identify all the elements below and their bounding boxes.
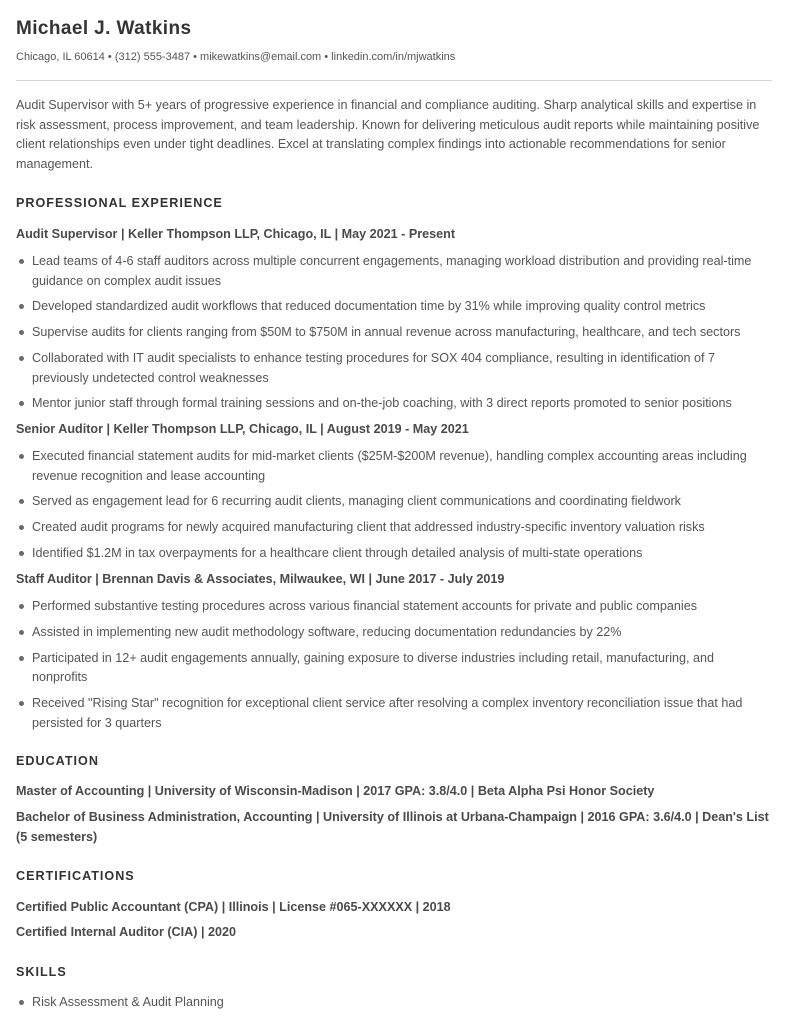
list-item [16,623,772,643]
bullet-text: Assisted in implementing new audit methodology software, reducing documentation redundancies by 22% [32,624,622,639]
list-item [16,544,772,564]
job-title-audit-supervisor: Audit Supervisor | Keller Thompson LLP, Chicago, IL | May 2021 - Present [16,227,456,241]
list-item [16,252,772,291]
certification-item: Certified Internal Auditor (CIA) | 2020 [16,925,236,939]
bullet-icon [19,356,24,361]
job-title-staff-auditor: Staff Auditor | Brennan Davis & Associates, Milwaukee, WI | June 2017 - July 2019 [16,572,505,586]
list-item [16,297,772,317]
list-item [16,323,772,343]
bullet-icon [19,1000,24,1005]
list-item [16,694,772,733]
education-item: Master of Accounting | University of Wisconsin-Madison | 2017 GPA: 3.8/4.0 | Beta Alpha Psi Honor Society [16,784,655,798]
bullet-text: Developed standardized audit workflows that reduced documentation time by 31% while improving quality control metrics [32,299,706,314]
experience-heading: PROFESSIONAL EXPERIENCE [16,196,223,210]
education-item: Bachelor of Business Administration, Accounting | University of Illinois at Urbana-Champaign | 2016 GPA: 3.6/4.0 | Dean's List (5 semesters) [16,810,769,844]
bullet-icon [19,304,24,309]
bullet-text: Executed financial statement audits for mid-market clients ($25M-$200M revenue), handling complex accounting areas including revenue recognition and lease accounting [32,449,747,483]
education-heading: EDUCATION [16,754,99,768]
bullet-text: Performed substantive testing procedures across various financial statement accounts for private and public companies [32,599,698,613]
bullet-icon [19,604,24,609]
candidate-name: Michael J. Watkins [16,18,192,39]
bullet-text: Identified $1.2M in tax overpayments for a healthcare client through detailed analysis of multi-state operations [32,545,643,560]
bullet-icon [19,259,24,264]
list-item [16,349,772,388]
bullet-icon [19,330,24,335]
list-item [16,518,772,538]
bullet-text: Collaborated with IT audit specialists to enhance testing procedures for SOX 404 compliance, resulting in identification of 7 previously undetected control weaknesses [32,350,716,385]
job-bullets-staff-auditor [16,597,772,739]
bullet-icon [19,525,24,530]
list-item [16,394,772,414]
skills-list [16,993,772,1019]
certification-item: Certified Public Accountant (CPA) | Illinois | License #065-XXXXXX | 2018 [16,900,451,914]
bullet-icon [19,499,24,504]
bullet-icon [19,630,24,635]
job-title-senior-auditor: Senior Auditor | Keller Thompson LLP, Chicago, IL | August 2019 - May 2021 [16,422,469,436]
bullet-text: Participated in 12+ audit engagements annually, gaining exposure to diverse industries including retail, manufacturing, and nonprofits [32,650,715,685]
list-item [16,492,772,512]
contact-line: Chicago, IL 60614 • (312) 555-3487 • mikewatkins@email.com • linkedin.com/in/mjwatkins [16,51,456,63]
list-item [16,993,772,1013]
bullet-icon [19,401,24,406]
skill-text: Risk Assessment & Audit Planning [32,995,224,1009]
skills-heading: SKILLS [16,965,67,979]
bullet-text: Created audit programs for newly acquired manufacturing client that addressed industry-specific inventory valuation risks [32,520,705,535]
bullet-icon [19,656,24,661]
bullet-text: Mentor junior staff through formal training sessions and on-the-job coaching, with 3 direct reports promoted to senior positions [32,396,732,411]
bullet-text: Received "Rising Star" recognition for exceptional client service after resolving a complex inventory reconciliation issue that had persisted for 3 quarters [32,695,743,730]
header-divider [16,80,772,81]
job-bullets-audit-supervisor [16,252,772,420]
bullet-text: Served as engagement lead for 6 recurring audit clients, managing client communications and coordinating fieldwork [32,494,681,509]
list-item [16,597,772,617]
bullet-icon [19,551,24,556]
list-item [16,447,772,486]
bullet-icon [19,701,24,706]
job-bullets-senior-auditor [16,447,772,570]
professional-summary: Audit Supervisor with 5+ years of progressive experience in financial and compliance auditing. Sharp analytical skills and expertise in risk assessment, process improvement, and team leadership. Known for delivering meticulous audit reports while maintaining positive client relationships even under tight deadlines. Excel at translating complex findings into actionable recommendations for senior management. [16,98,760,171]
bullet-text: Supervise audits for clients ranging from $50M to $750M in annual revenue across manufacturing, healthcare, and tech sectors [32,325,741,340]
list-item [16,649,772,688]
bullet-text: Lead teams of 4-6 staff auditors across multiple concurrent engagements, managing workload distribution and providing real-time guidance on complex audit issues [32,254,752,288]
bullet-icon [19,454,24,459]
certifications-heading: CERTIFICATIONS [16,869,135,883]
